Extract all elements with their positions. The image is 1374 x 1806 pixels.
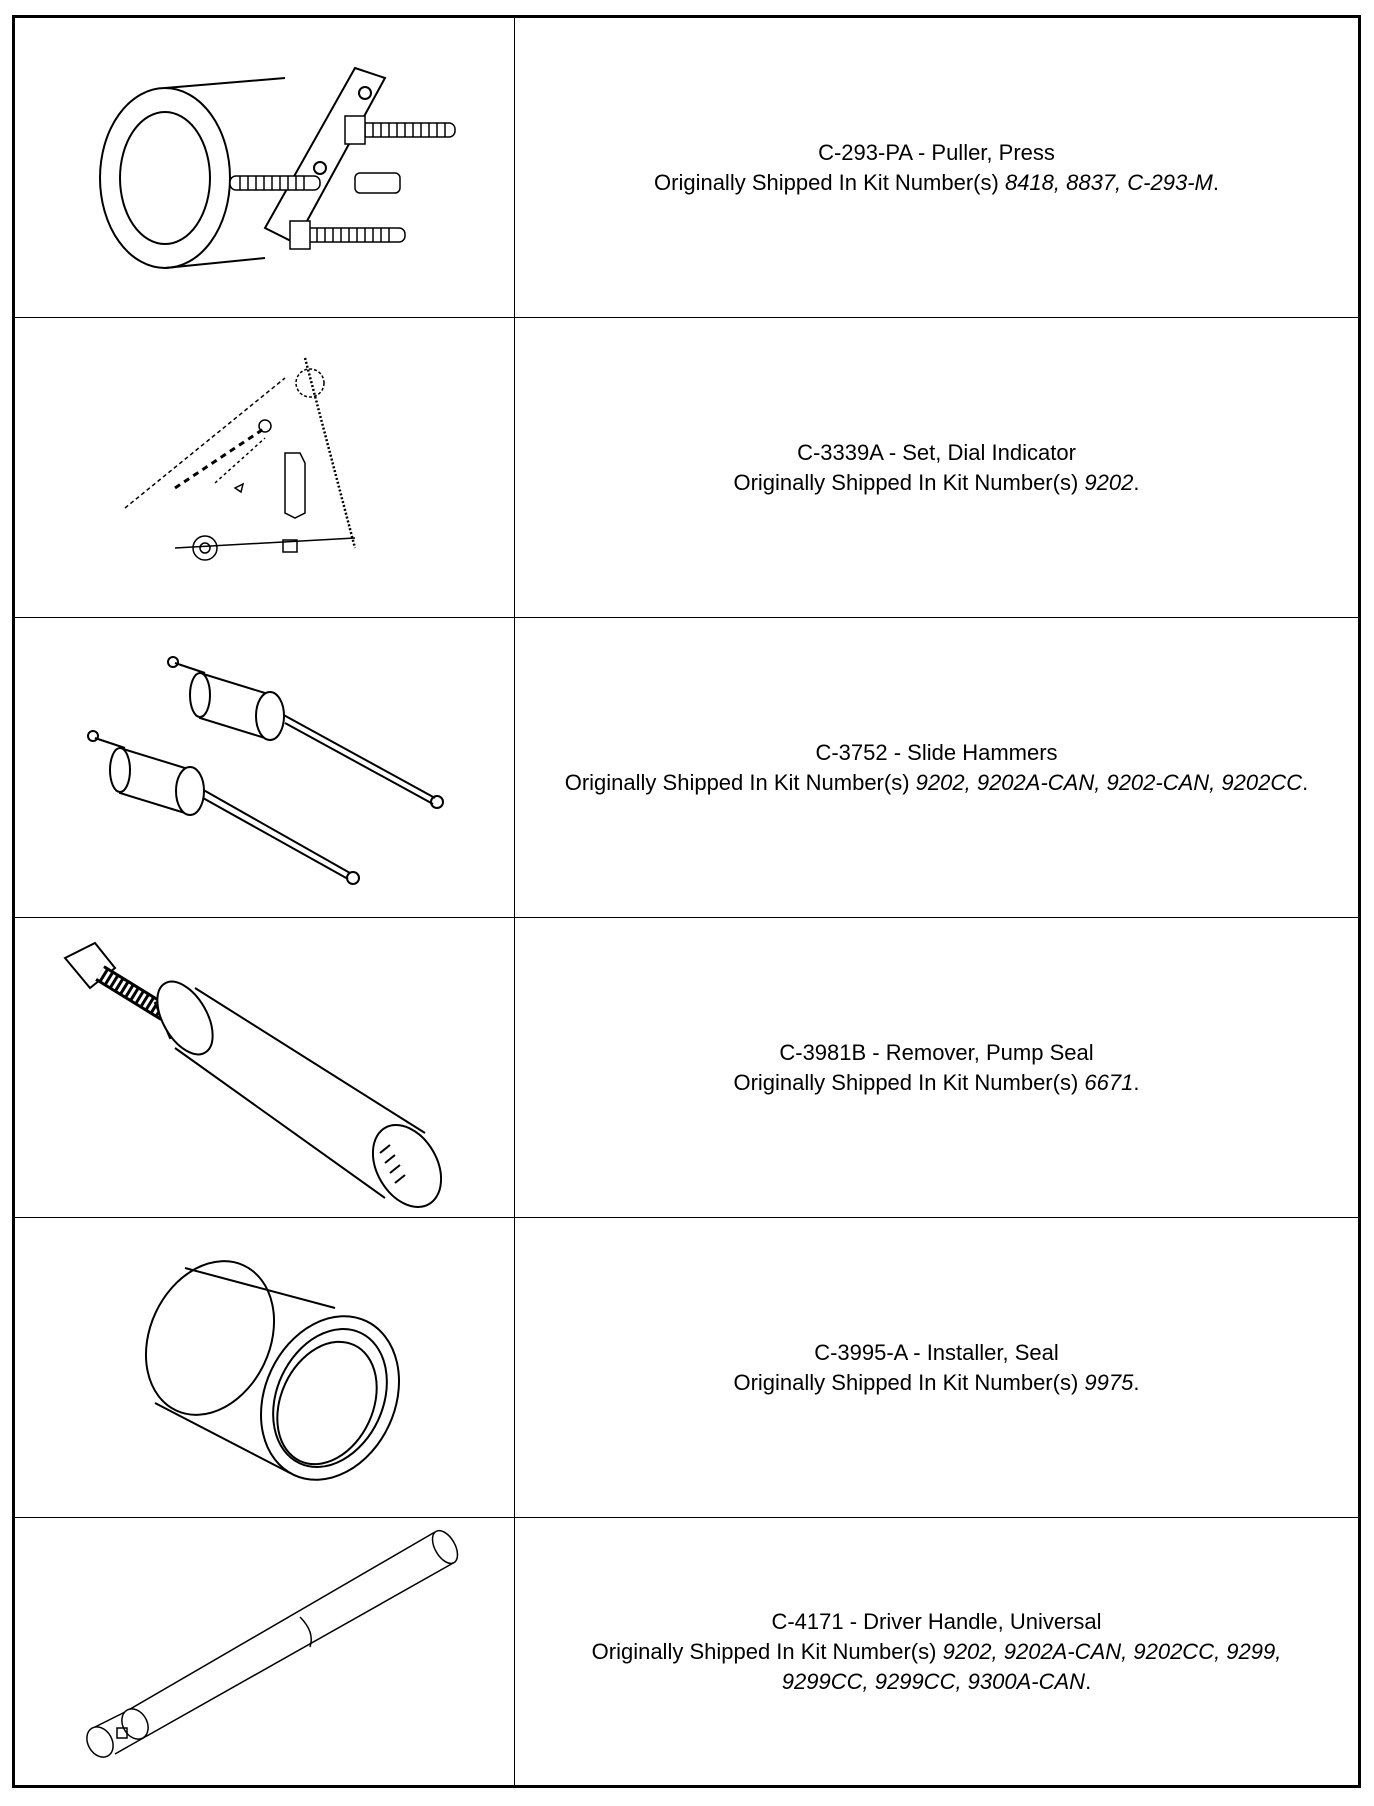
tool-description-cell (515, 1518, 1358, 1785)
tool-title: C-3981B - Remover, Pump Seal (779, 1039, 1094, 1065)
kit-numbers: 9975 (1084, 1369, 1134, 1395)
kit-numbers-line: Originally Shipped In Kit Number(s) 9202. (733, 469, 1140, 495)
dial-indicator-icon (115, 348, 415, 588)
tool-title: C-293-PA - Puller, Press (818, 139, 1055, 165)
tool-description-cell (515, 618, 1358, 917)
tool-image-cell (15, 1518, 515, 1785)
slide-hammers-icon (65, 638, 465, 898)
kit-numbers-line: Originally Shipped In Kit Number(s) 9202, 9202A-CAN, 9202-CAN, 9202CC. (564, 769, 1309, 795)
tool-title: C-3752 - Slide Hammers (815, 739, 1058, 765)
kit-numbers-line: Originally Shipped In Kit Number(s) 9202, 9202A-CAN, 9202CC, 9299, 9299CC, 9299CC, 9300A-CAN. (591, 1638, 1282, 1694)
tool-image-cell (15, 918, 515, 1217)
tool-title: C-3339A - Set, Dial Indicator (797, 439, 1076, 465)
tool-title: C-3995-A - Installer, Seal (814, 1339, 1059, 1365)
tool-description-cell (515, 318, 1358, 617)
kit-numbers: 9202, 9202A-CAN, 9202CC, 9299, 9299CC, 9299CC, 9300A-CAN (781, 1638, 1282, 1694)
kit-numbers-label: Originally Shipped In Kit Number(s) (733, 1369, 1079, 1395)
tool-description-cell (515, 18, 1358, 317)
kit-numbers-line: Originally Shipped In Kit Number(s) 8418, 8837, C-293-M. (654, 169, 1219, 195)
kit-numbers-label: Originally Shipped In Kit Number(s) (654, 169, 999, 195)
table-row (15, 918, 1358, 1218)
table-row (15, 1518, 1358, 1785)
tool-image-cell (15, 1218, 515, 1517)
kit-numbers-label: Originally Shipped In Kit Number(s) (591, 1638, 937, 1664)
tool-image-cell (15, 618, 515, 917)
kit-numbers-label: Originally Shipped In Kit Number(s) (733, 469, 1079, 495)
tool-table (12, 15, 1361, 1788)
kit-numbers: 6671 (1084, 1069, 1134, 1095)
table-row (15, 18, 1358, 318)
press-puller-icon (55, 38, 475, 298)
tool-image-cell (15, 18, 515, 317)
pump-seal-remover-icon (55, 928, 475, 1208)
table-row (15, 1218, 1358, 1518)
kit-numbers: 9202 (1084, 469, 1134, 495)
seal-installer-icon (105, 1238, 425, 1498)
tool-description-cell (515, 918, 1358, 1217)
table-row (15, 318, 1358, 618)
tool-title: C-4171 - Driver Handle, Universal (771, 1608, 1102, 1634)
table-row (15, 618, 1358, 918)
tool-image-cell (15, 318, 515, 617)
tool-description-cell (515, 1218, 1358, 1517)
driver-handle-icon (55, 1522, 475, 1782)
kit-numbers-label: Originally Shipped In Kit Number(s) (733, 1069, 1079, 1095)
kit-numbers: 9202, 9202A-CAN, 9202-CAN, 9202CC (915, 769, 1303, 795)
kit-numbers-label: Originally Shipped In Kit Number(s) (564, 769, 910, 795)
kit-numbers: 8418, 8837, C-293-M (1004, 169, 1213, 195)
kit-numbers-line: Originally Shipped In Kit Number(s) 9975. (733, 1369, 1140, 1395)
kit-numbers-line: Originally Shipped In Kit Number(s) 6671. (733, 1069, 1140, 1095)
